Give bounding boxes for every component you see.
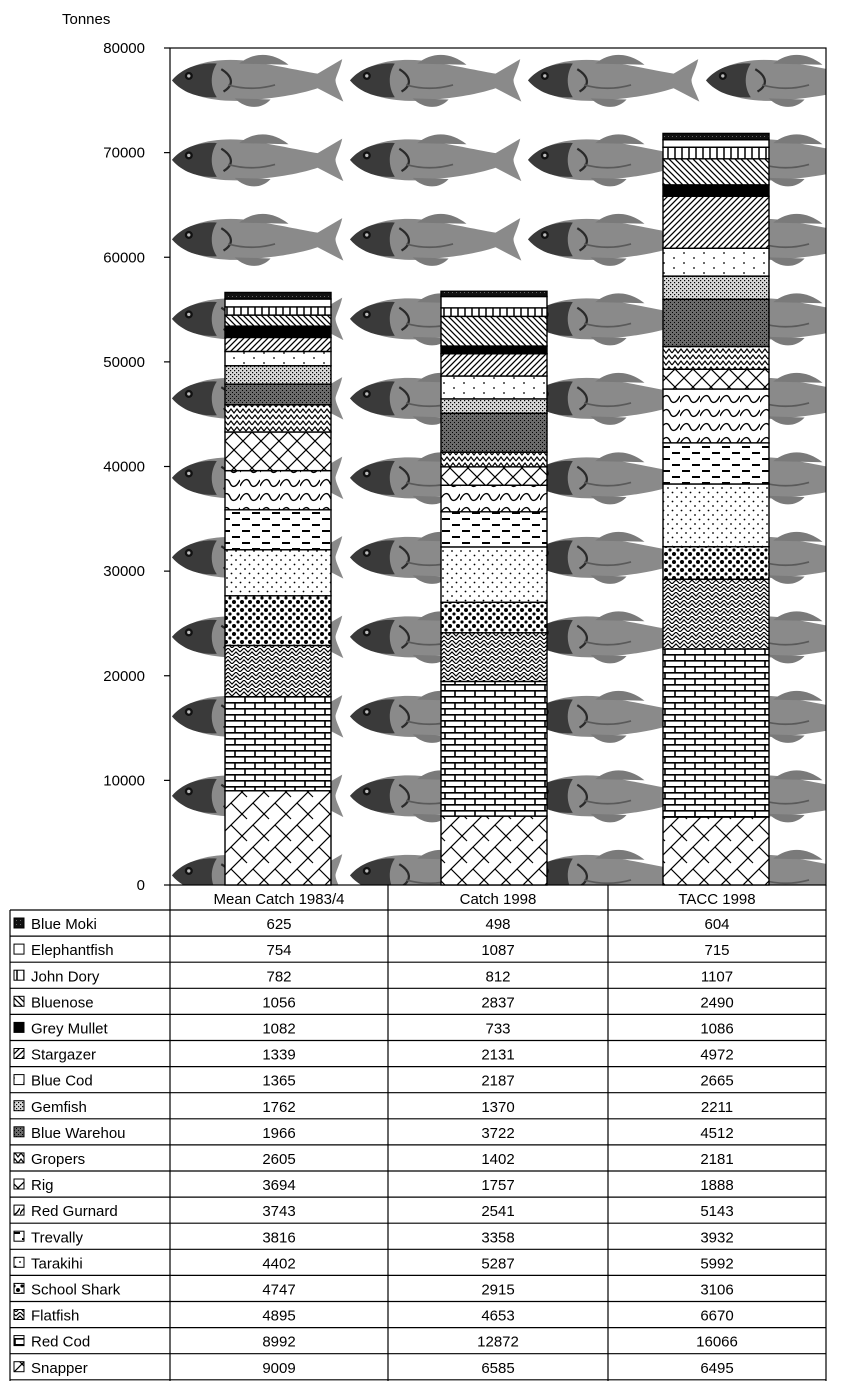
fish-icon	[528, 55, 699, 107]
bar-segment-blue-moki	[663, 133, 769, 139]
y-axis-title: Tonnes	[62, 11, 111, 28]
fish-icon	[172, 214, 343, 266]
bar-segment-blue-cod	[663, 248, 769, 276]
y-tick-label: 30000	[103, 563, 145, 581]
data-label: 2541	[481, 1203, 515, 1221]
bar-segment-red-cod	[225, 697, 331, 791]
data-label: 3722	[481, 1124, 515, 1142]
legend-key-trevally	[14, 1231, 24, 1241]
bar-segment-gemfish	[663, 276, 769, 299]
data-table	[10, 885, 826, 1381]
legend-label: Elephantfish	[31, 942, 114, 960]
data-label: 2187	[481, 1072, 515, 1090]
data-label: 782	[266, 968, 292, 986]
legend-key-school-shark	[14, 1283, 24, 1293]
legend-label: Red Gurnard	[31, 1203, 118, 1221]
data-label: 4895	[262, 1307, 296, 1325]
data-label: 4747	[262, 1281, 296, 1299]
legend-key-grey-mullet	[14, 1022, 24, 1032]
bar-segment-stargazer	[225, 337, 331, 351]
data-label: 2605	[262, 1151, 296, 1168]
legend-label: Blue Warehou	[31, 1124, 126, 1142]
bar-segment-blue-warehou	[663, 299, 769, 346]
data-label: 1888	[700, 1177, 734, 1195]
bar-segment-tarakihi	[441, 547, 547, 602]
legend-key-stargazer	[14, 1049, 24, 1059]
data-label: 1082	[262, 1020, 296, 1038]
bar-segment-red-gurnard	[441, 485, 547, 512]
legend-label: Tarakihi	[31, 1255, 83, 1273]
bar-segment-school-shark	[441, 602, 547, 632]
legend-key-red-cod	[14, 1336, 24, 1346]
data-label: 2915	[481, 1281, 515, 1299]
data-label: 3358	[481, 1229, 515, 1247]
bar-segment-blue-warehou	[441, 413, 547, 452]
bar-segment-snapper	[225, 791, 331, 885]
legend-label: Snapper	[31, 1359, 88, 1377]
x-category-label: Mean Catch 1983/4	[213, 891, 345, 908]
data-label: 16066	[696, 1333, 738, 1351]
bar-segment-tarakihi	[225, 550, 331, 596]
bar-segment-trevally	[441, 512, 547, 547]
bar-segment-school-shark	[225, 596, 331, 646]
data-label: 5287	[481, 1255, 515, 1273]
data-label: 5992	[700, 1255, 734, 1273]
data-label: 812	[485, 968, 511, 986]
bar-segment-blue-cod	[441, 376, 547, 399]
legend-key-john-dory	[14, 970, 24, 980]
bar-segment-john-dory	[441, 308, 547, 316]
data-label: 1762	[262, 1098, 296, 1116]
data-label: 4402	[262, 1255, 296, 1273]
legend-key-gemfish	[14, 1101, 24, 1111]
data-label: 1056	[262, 994, 296, 1012]
fish-icon	[706, 55, 850, 107]
data-label: 498	[485, 916, 511, 934]
bar-segment-blue-moki	[225, 292, 331, 299]
bar-segment-trevally	[663, 443, 769, 484]
bar-segment-flatfish	[663, 579, 769, 649]
data-label: 3932	[700, 1229, 734, 1247]
legend-label: Gemfish	[31, 1098, 87, 1116]
data-label: 2211	[700, 1098, 734, 1116]
bar-segment-elephantfish	[663, 140, 769, 147]
data-label: 6670	[700, 1307, 734, 1325]
y-tick-label: 40000	[103, 458, 145, 476]
legend-label: Blue Cod	[31, 1072, 93, 1090]
legend-key-red-gurnard	[14, 1205, 24, 1215]
fish-icon	[172, 55, 343, 107]
fish-icon	[172, 134, 343, 186]
y-tick-label: 10000	[103, 772, 145, 790]
y-tick-label: 80000	[103, 40, 145, 57]
data-label: 12872	[477, 1333, 519, 1351]
legend-label: Blue Moki	[31, 916, 97, 934]
y-tick-label: 0	[136, 877, 145, 894]
legend-label: Trevally	[31, 1229, 83, 1247]
data-label: 1966	[262, 1124, 296, 1142]
legend-label: Grey Mullet	[31, 1020, 108, 1038]
bar-segment-gropers	[441, 452, 547, 467]
bar-segment-tarakihi	[663, 484, 769, 547]
y-tick-label: 50000	[103, 353, 145, 371]
data-label: 2665	[700, 1072, 734, 1090]
bar-segment-school-shark	[663, 547, 769, 579]
bar-segment-blue-moki	[441, 291, 547, 296]
bar-segment-rig	[663, 369, 769, 389]
bar-segment-red-cod	[663, 649, 769, 817]
bar-segment-elephantfish	[441, 296, 547, 307]
legend-key-elephantfish	[14, 944, 24, 954]
data-label: 2837	[481, 994, 515, 1012]
data-label: 6585	[481, 1359, 515, 1377]
data-label: 3743	[262, 1203, 296, 1221]
data-label: 6495	[700, 1359, 734, 1377]
data-label: 3816	[262, 1229, 296, 1247]
data-label: 1757	[481, 1177, 515, 1195]
bar-segment-stargazer	[663, 196, 769, 248]
data-label: 8992	[262, 1333, 296, 1351]
bar-segment-red-gurnard	[225, 471, 331, 510]
legend-key-tarakihi	[14, 1257, 24, 1267]
y-tick-label: 60000	[103, 249, 145, 267]
legend-key-blue-cod	[14, 1075, 24, 1085]
legend-label: Gropers	[31, 1151, 86, 1168]
legend-label: School Shark	[31, 1281, 121, 1299]
data-label: 4512	[700, 1124, 734, 1142]
bar-segment-grey-mullet	[663, 185, 769, 196]
legend-key-bluenose	[14, 996, 24, 1006]
data-label: 1402	[481, 1151, 515, 1168]
data-label: 715	[704, 942, 730, 960]
bar-segment-elephantfish	[225, 299, 331, 307]
bar-segment-flatfish	[441, 633, 547, 682]
fish-icon	[350, 134, 521, 186]
legend-label: Bluenose	[31, 994, 94, 1012]
x-category-label: TACC 1998	[678, 891, 756, 908]
bar-segment-stargazer	[441, 354, 547, 376]
data-label: 733	[485, 1020, 511, 1038]
y-tick-label: 20000	[103, 667, 145, 685]
data-label: 1107	[700, 968, 734, 986]
data-label: 1339	[262, 1046, 296, 1064]
data-label: 5143	[700, 1203, 734, 1221]
bar-segment-red-cod	[441, 681, 547, 816]
fish-icon	[350, 55, 521, 107]
bar-segment-john-dory	[663, 147, 769, 159]
data-label: 754	[266, 942, 292, 960]
bar-segment-blue-warehou	[225, 384, 331, 405]
legend-label: John Dory	[31, 968, 100, 986]
bar-segment-bluenose	[441, 316, 547, 346]
legend-label: Red Cod	[31, 1333, 91, 1351]
data-label: 4653	[481, 1307, 515, 1325]
legend-key-flatfish	[14, 1310, 24, 1320]
bar-segment-grey-mullet	[441, 346, 547, 354]
data-label: 4972	[700, 1046, 734, 1064]
bar-segment-gemfish	[225, 366, 331, 384]
bar-segment-flatfish	[225, 645, 331, 696]
data-label: 9009	[262, 1359, 296, 1377]
data-label: 2490	[700, 994, 734, 1012]
legend-label: Rig	[31, 1177, 54, 1195]
legend-key-blue-warehou	[14, 1127, 24, 1137]
y-tick-label: 70000	[103, 144, 145, 162]
data-label: 1087	[481, 942, 515, 960]
data-label: 1370	[481, 1098, 515, 1116]
data-label: 3106	[700, 1281, 734, 1299]
legend-label: Flatfish	[31, 1307, 80, 1325]
bar-segment-blue-cod	[225, 351, 331, 365]
legend-key-snapper	[14, 1362, 24, 1372]
bar-segment-grey-mullet	[225, 326, 331, 337]
fish-icon	[350, 214, 521, 266]
bar-segment-john-dory	[225, 307, 331, 315]
bar-segment-gropers	[663, 346, 769, 369]
legend-key-gropers	[14, 1153, 24, 1163]
bar-segment-bluenose	[663, 159, 769, 185]
bar-segment-snapper	[441, 816, 547, 885]
data-label: 2181	[700, 1151, 734, 1168]
data-label: 604	[704, 916, 730, 934]
data-label: 1086	[700, 1020, 734, 1038]
data-label: 2131	[481, 1046, 515, 1064]
data-label: 3694	[262, 1177, 296, 1195]
y-axis	[103, 40, 170, 894]
data-label: 1365	[262, 1072, 296, 1090]
legend-key-rig	[14, 1179, 24, 1189]
bar-segment-red-gurnard	[663, 389, 769, 443]
bar-segment-trevally	[225, 510, 331, 550]
bar-segment-rig	[225, 432, 331, 471]
bar-segment-gemfish	[441, 399, 547, 413]
data-label: 625	[266, 916, 292, 934]
bar-segment-gropers	[225, 405, 331, 432]
x-category-label: Catch 1998	[459, 891, 537, 908]
legend-key-blue-moki	[14, 918, 24, 928]
legend-label: Stargazer	[31, 1046, 97, 1064]
bar-segment-bluenose	[225, 315, 331, 326]
bar-segment-snapper	[663, 817, 769, 885]
bar-segment-rig	[441, 467, 547, 485]
